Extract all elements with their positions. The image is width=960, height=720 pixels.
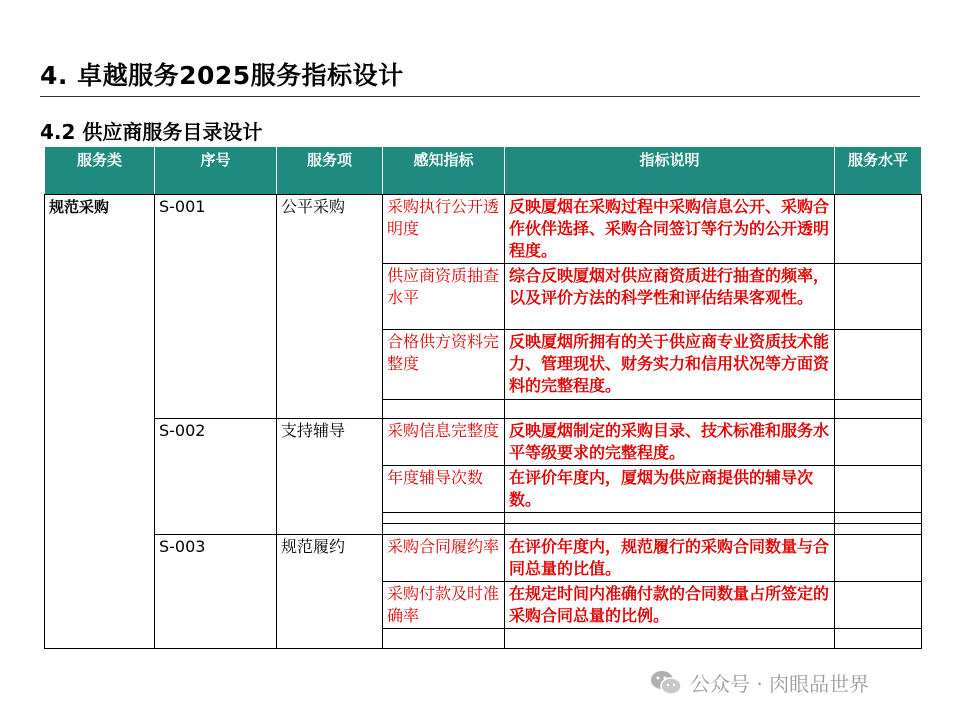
metric-desc-cell: 反映厦烟在采购过程中采购信息公开、采购合作伙伴选择、采购合同签订等行为的公开透明程度。 [505,195,835,264]
table-header-row [45,147,922,195]
page-title: 4. 卓越服务2025服务指标设计 [40,61,404,90]
metric-name-cell: 采购付款及时准确率 [383,582,505,629]
item-code-cell: S-002 [155,419,277,535]
item-name-cell: 规范履约 [277,535,383,649]
service-level-cell [835,330,922,400]
metric-name-cell: 采购执行公开透明度 [383,195,505,264]
metric-name-cell [383,513,505,524]
metric-name-cell [383,400,505,419]
metric-desc-cell [505,400,835,419]
metric-name-cell: 采购合同履约率 [383,535,505,582]
service-catalog-table [44,146,922,649]
service-level-cell [835,264,922,330]
metric-name-cell: 供应商资质抽查水平 [383,264,505,330]
metric-desc-cell [505,513,835,524]
service-level-cell [835,524,922,535]
metric-desc-cell: 在评价年度内，厦烟为供应商提供的辅导次数。 [505,466,835,513]
item-code-cell: S-003 [155,535,277,649]
header-service-level: 服务水平 [835,147,922,195]
header-category: 服务类 [45,147,155,195]
table-row [45,535,922,582]
service-level-cell [835,466,922,513]
header-metric: 感知指标 [383,147,505,195]
table-row [45,195,922,264]
watermark [650,668,869,697]
header-description: 指标说明 [505,147,835,195]
watermark-text: 公众号 · 肉眼品世界 [690,672,870,696]
service-level-cell [835,419,922,466]
metric-name-cell: 年度辅导次数 [383,466,505,513]
service-level-cell [835,629,922,649]
wechat-icon [650,670,682,696]
item-name-cell: 支持辅导 [277,419,383,535]
item-code-cell: S-001 [155,195,277,419]
service-level-cell [835,400,922,419]
header-code: 序号 [155,147,277,195]
metric-desc-cell: 综合反映厦烟对供应商资质进行抽查的频率，以及评价方法的科学性和评估结果客观性。 [505,264,835,330]
metric-desc-cell [505,524,835,535]
service-level-cell [835,535,922,582]
metric-desc-cell: 在规定时间内准确付款的合同数量占所签定的采购合同总量的比例。 [505,582,835,629]
table-row [45,419,922,466]
metric-desc-cell [505,629,835,649]
item-name-cell: 公平采购 [277,195,383,419]
metric-name-cell: 采购信息完整度 [383,419,505,466]
metric-name-cell [383,524,505,535]
service-level-cell [835,582,922,629]
section-subtitle: 4.2 供应商服务目录设计 [40,120,263,144]
metric-desc-cell: 反映厦烟所拥有的关于供应商专业资质技术能力、管理现状、财务实力和信用状况等方面资料的完整程度。 [505,330,835,400]
metric-name-cell: 合格供方资料完整度 [383,330,505,400]
metric-name-cell [383,629,505,649]
category-cell: 规范采购 [45,195,155,649]
metric-desc-cell: 在评价年度内，规范履行的采购合同数量与合同总量的比值。 [505,535,835,582]
metric-desc-cell: 反映厦烟制定的采购目录、技术标准和服务水平等级要求的完整程度。 [505,419,835,466]
service-level-cell [835,513,922,524]
header-item: 服务项 [277,147,383,195]
service-level-cell [835,195,922,264]
title-divider [40,96,920,97]
